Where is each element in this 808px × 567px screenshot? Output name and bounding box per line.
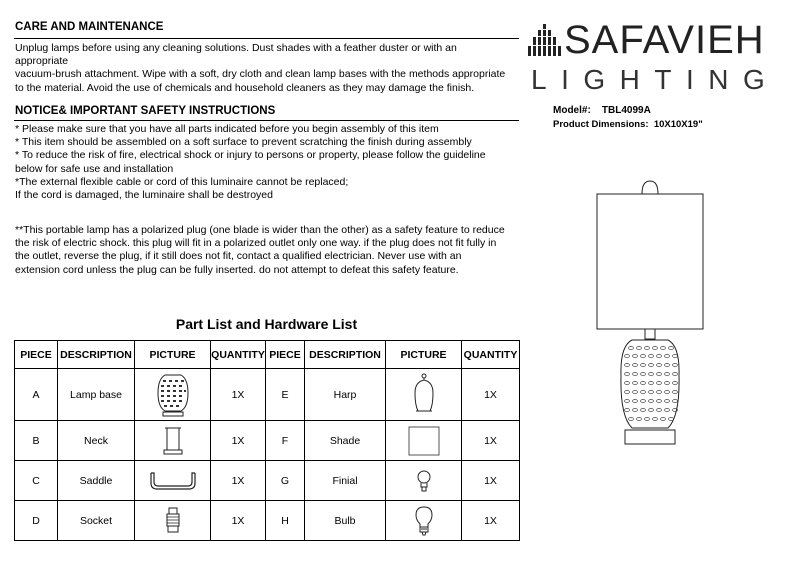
- neck-icon: [161, 426, 185, 456]
- safety-title: NOTICE& IMPORTANT SAFETY INSTRUCTIONS: [15, 105, 276, 117]
- description-cell: Socket: [58, 501, 135, 541]
- socket-icon: [164, 506, 182, 536]
- safety-line: If the cord is damaged, the luminaire shall be destroyed: [15, 189, 273, 202]
- care-line: Unplug lamps before using any cleaning solutions. Dust shades with a feather duster or with an: [15, 42, 457, 54]
- col-header: QUANTITY: [211, 341, 266, 369]
- care-line: appropriate: [15, 55, 69, 68]
- safety-line: * This item should be assembled on a soft surface to prevent scratching the finish during assembly: [15, 136, 472, 149]
- picture-cell: [386, 369, 462, 421]
- quantity-cell: 1X: [211, 369, 266, 421]
- picture-cell: [135, 501, 211, 541]
- divider: [14, 120, 519, 121]
- safety-line: * To reduce the risk of fire, electrical shock or injury to persons or property, please follow the guideline: [15, 149, 486, 162]
- description-cell: Saddle: [58, 461, 135, 501]
- table-row: [15, 501, 520, 541]
- plug-note: [15, 224, 520, 277]
- quantity-cell: 1X: [462, 369, 520, 421]
- description-cell: Lamp base: [58, 369, 135, 421]
- description-cell: Bulb: [305, 501, 386, 541]
- care-title: CARE AND MAINTENANCE: [15, 21, 164, 33]
- col-header: PIECE: [266, 341, 305, 369]
- description-cell: Harp: [305, 369, 386, 421]
- description-cell: Neck: [58, 421, 135, 461]
- piece-cell: D: [15, 501, 58, 541]
- description-cell: Shade: [305, 421, 386, 461]
- dims-label: Product Dimensions:: [553, 119, 649, 130]
- col-header: QUANTITY: [462, 341, 520, 369]
- col-header: DESCRIPTION: [58, 341, 135, 369]
- model-label: Model#:: [553, 105, 591, 116]
- table-header-row: [15, 341, 520, 369]
- piece-cell: B: [15, 421, 58, 461]
- quantity-cell: 1X: [211, 421, 266, 461]
- picture-cell: [135, 421, 211, 461]
- picture-cell: [135, 461, 211, 501]
- saddle-icon: [148, 469, 198, 493]
- care-line: to the material. Avoid the use of chemicals and household cleaners as they may damage the finish.: [15, 81, 475, 94]
- quantity-cell: 1X: [211, 461, 266, 501]
- col-header: PICTURE: [386, 341, 462, 369]
- care-line: vacuum-brush attachment. Wipe with a soft, dry cloth and clean lamp bases with the methods appropriate: [15, 68, 506, 81]
- quantity-cell: 1X: [462, 421, 520, 461]
- plug-line: the outlet, reverse the plug, if it still does not fit, contact a qualified electrician. Never use with an: [15, 250, 462, 263]
- divider: [14, 38, 519, 39]
- dims-value: 10X10X19": [653, 119, 703, 130]
- piece-cell: G: [266, 461, 305, 501]
- quantity-cell: 1X: [211, 501, 266, 541]
- piece-cell: F: [266, 421, 305, 461]
- piece-cell: A: [15, 369, 58, 421]
- piece-cell: C: [15, 461, 58, 501]
- picture-cell: [386, 461, 462, 501]
- parts-table: [14, 340, 520, 541]
- safety-line: * Please make sure that you have all parts indicated before you begin assembly of this item: [15, 123, 439, 135]
- picture-cell: [386, 421, 462, 461]
- col-header: DESCRIPTION: [305, 341, 386, 369]
- brand-sub: LIGHTING: [531, 64, 780, 95]
- shade-icon: [407, 425, 441, 457]
- col-header: PICTURE: [135, 341, 211, 369]
- bulb-icon: [414, 505, 434, 537]
- plug-line: **This portable lamp has a polarized plug (one blade is wider than the other) as a safety feature to reduce: [15, 224, 505, 236]
- dims-line: [553, 119, 703, 130]
- care-text: [15, 42, 520, 95]
- table-row: [15, 369, 520, 421]
- picture-cell: [135, 369, 211, 421]
- safety-line: below for safe use and installation: [15, 162, 174, 175]
- piece-cell: H: [266, 501, 305, 541]
- parts-title: Part List and Hardware List: [175, 316, 358, 332]
- model-line: [553, 105, 651, 116]
- table-row: [15, 461, 520, 501]
- col-header: PIECE: [15, 341, 58, 369]
- lamp-illustration-icon: [590, 176, 710, 451]
- safety-text: [15, 123, 520, 202]
- piece-cell: E: [266, 369, 305, 421]
- quantity-cell: 1X: [462, 501, 520, 541]
- quantity-cell: 1X: [462, 461, 520, 501]
- finial-icon: [416, 468, 432, 494]
- table-row: [15, 421, 520, 461]
- lamp-base-icon: [155, 373, 191, 417]
- picture-cell: [386, 501, 462, 541]
- brand-logo-icon: [527, 22, 563, 60]
- model-value: TBL4099A: [601, 105, 651, 116]
- brand-name: SAFAVIEH: [564, 18, 765, 62]
- plug-line: the risk of electric shock. this plug will fit in a polarized outlet only one way. if the plug does not fit fully in: [15, 237, 497, 250]
- description-cell: Finial: [305, 461, 386, 501]
- safety-line: *The external flexible cable or cord of this luminaire cannot be replaced;: [15, 175, 349, 188]
- plug-line: extension cord unless the plug can be fully inserted. do not attempt to defeat this safety feature.: [15, 263, 459, 276]
- harp-icon: [409, 373, 439, 417]
